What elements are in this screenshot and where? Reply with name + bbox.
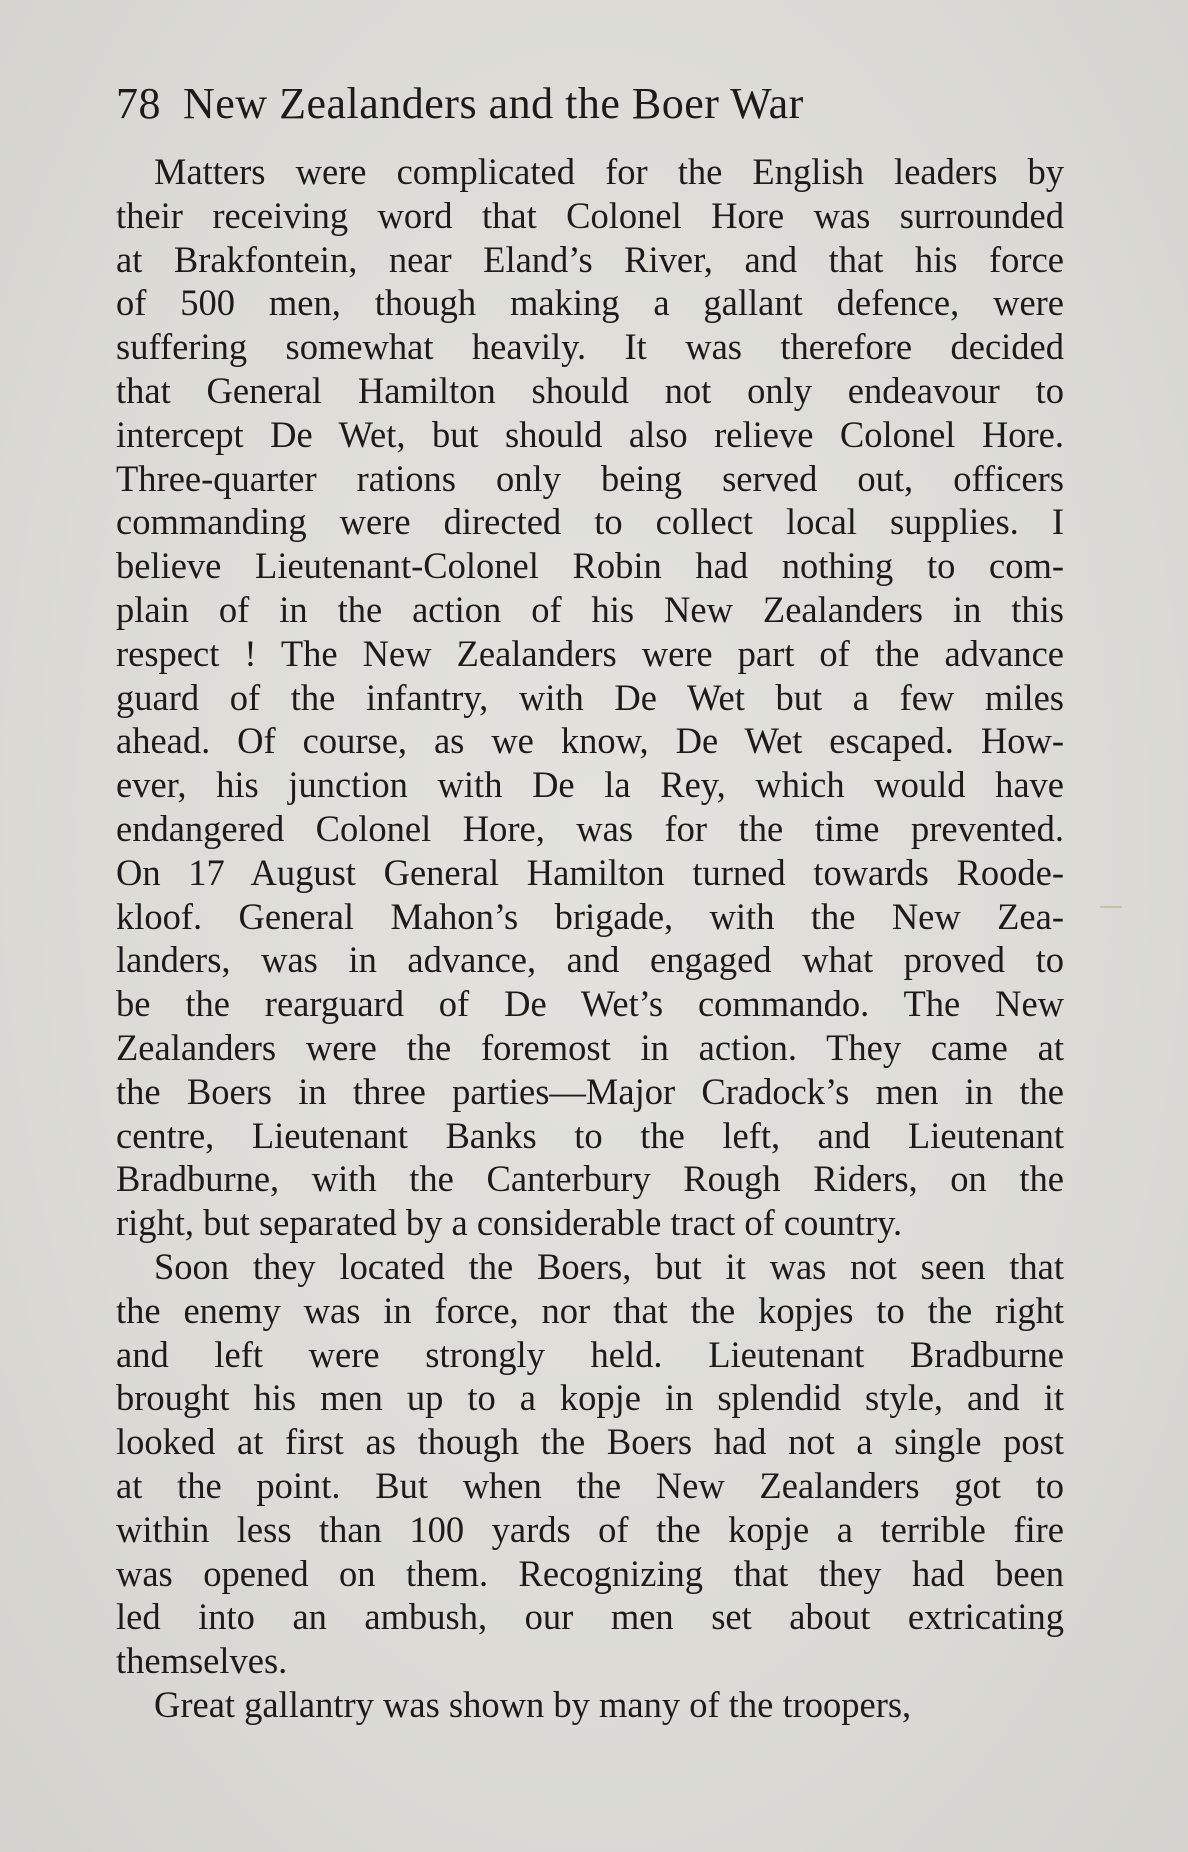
text-line: landers, was in advance, and engaged what proved to <box>116 939 1064 981</box>
text-line: Soon they located the Boers, but it was not seen that <box>154 1245 1064 1287</box>
text-line: Matters were complicated for the English leaders by <box>154 151 1064 192</box>
running-title: New Zealanders and the Boer War <box>183 79 804 128</box>
text-line: be the rearguard of De Wet’s commando. The New <box>116 983 1064 1025</box>
text-line: Bradburne, with the Canterbury Rough Riders, on the <box>116 1158 1064 1200</box>
text-line: at Brakfontein, near Eland’s River, and that his force <box>116 238 1064 280</box>
text-line: ever, his junction with De la Rey, which would have <box>116 764 1064 806</box>
text-line: Three-quarter rations only being served out, officers <box>116 457 1064 499</box>
text-line: centre, Lieutenant Banks to the left, and Lieutenant <box>116 1114 1064 1156</box>
body-text <box>116 150 1064 1727</box>
text-line: believe Lieutenant-Colonel Robin had nothing to com- <box>116 545 1064 587</box>
text-line: their receiving word that Colonel Hore was surrounded <box>116 194 1064 236</box>
text-line: brought his men up to a kopje in splendid style, and it <box>116 1377 1064 1419</box>
text-line: that General Hamilton should not only endeavour to <box>116 369 1064 411</box>
text-line: plain of in the action of his New Zealanders in this <box>116 588 1064 630</box>
text-line: intercept De Wet, but should also relieve Colonel Hore. <box>116 413 1064 455</box>
text-line: ahead. Of course, as we know, De Wet escaped. How- <box>116 720 1064 762</box>
text-line: and left were strongly held. Lieutenant Bradburne <box>116 1333 1064 1375</box>
text-line: the Boers in three parties—Major Cradock’s men in the <box>116 1070 1064 1112</box>
text-line: Zealanders were the foremost in action. They came at <box>116 1026 1064 1068</box>
text-line: respect ! The New Zealanders were part of the advance <box>116 632 1064 674</box>
text-line: of 500 men, though making a gallant defence, were <box>116 282 1064 324</box>
page-number: 78 <box>116 79 161 128</box>
margin-mark <box>1100 906 1122 908</box>
text-line: was opened on them. Recognizing that they had been <box>116 1552 1064 1594</box>
text-line: Great gallantry was shown by many of the troopers, <box>154 1683 912 1725</box>
text-line: suffering somewhat heavily. It was therefore decided <box>116 326 1064 368</box>
running-header <box>116 78 804 129</box>
text-line: guard of the infantry, with De Wet but a few miles <box>116 676 1064 718</box>
text-line: looked at first as though the Boers had not a single post <box>116 1421 1064 1463</box>
text-line: right, but separated by a considerable tract of country. <box>116 1202 903 1244</box>
text-line: endangered Colonel Hore, was for the time prevented. <box>116 807 1064 849</box>
text-line: commanding were directed to collect local supplies. I <box>116 501 1064 543</box>
text-line: On 17 August General Hamilton turned towards Roode- <box>116 851 1064 893</box>
text-line: within less than 100 yards of the kopje a terrible fire <box>116 1508 1064 1550</box>
text-line: themselves. <box>116 1640 288 1682</box>
text-line: kloof. General Mahon’s brigade, with the New Zea- <box>116 895 1064 937</box>
text-line: the enemy was in force, nor that the kopjes to the right <box>116 1289 1064 1331</box>
text-line: led into an ambush, our men set about extricating <box>116 1596 1064 1638</box>
text-line: at the point. But when the New Zealanders got to <box>116 1464 1064 1506</box>
